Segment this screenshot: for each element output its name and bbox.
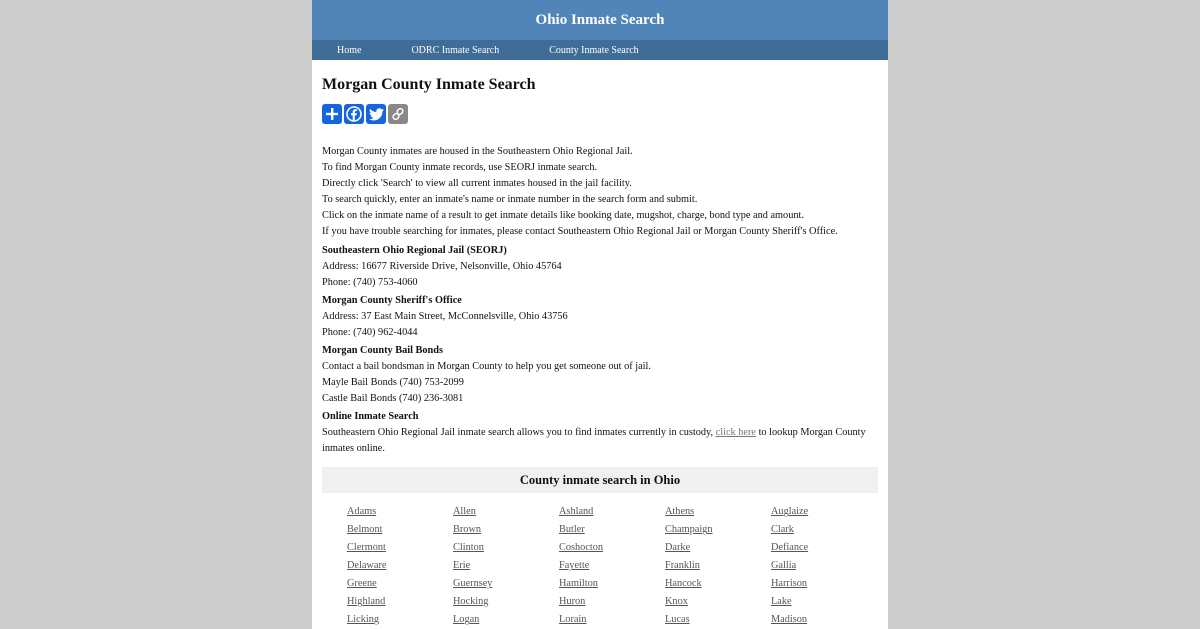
- county-link[interactable]: Allen: [453, 506, 476, 518]
- county-link[interactable]: Guernsey: [453, 578, 493, 590]
- bail-title: Morgan County Bail Bonds: [322, 344, 444, 356]
- intro-section: [322, 144, 878, 241]
- county-link[interactable]: Clark: [771, 524, 794, 536]
- county-link[interactable]: Hamilton: [559, 578, 598, 590]
- intro-line: To find Morgan County inmate records, use SEORJ inmate search.: [322, 162, 598, 174]
- intro-line: If you have trouble searching for inmates, please contact Southeastern Ohio Regional Jail or Morgan County Sheriff's Office.: [322, 226, 838, 238]
- county-link[interactable]: Erie: [453, 560, 471, 572]
- county-link[interactable]: Franklin: [665, 560, 700, 572]
- jail-section: [322, 243, 878, 291]
- main-content: [312, 76, 888, 629]
- intro-line: Directly click 'Search' to view all current inmates housed in the jail facility.: [322, 178, 632, 190]
- twitter-icon: [369, 108, 384, 121]
- county-link[interactable]: Brown: [453, 524, 482, 536]
- nav-odrc-inmate-search[interactable]: ODRC Inmate Search: [411, 44, 500, 56]
- jail-title: Southeastern Ohio Regional Jail (SEORJ): [322, 244, 507, 256]
- county-link[interactable]: Champaign: [665, 524, 713, 536]
- nav-bar: [312, 40, 888, 60]
- county-link[interactable]: Clermont: [347, 542, 386, 554]
- site-title[interactable]: Ohio Inmate Search: [535, 11, 665, 28]
- county-link[interactable]: Licking: [347, 614, 380, 626]
- county-link[interactable]: Lorain: [559, 614, 587, 626]
- share-copy-link-button[interactable]: [388, 104, 408, 124]
- bail-line: Castle Bail Bonds (740) 236-3081: [322, 393, 464, 405]
- county-link[interactable]: Huron: [559, 596, 586, 608]
- county-link[interactable]: Clinton: [453, 542, 484, 554]
- county-link[interactable]: Harrison: [771, 578, 808, 590]
- copy-link-icon: [391, 107, 405, 121]
- nav-county-inmate-search[interactable]: County Inmate Search: [549, 44, 639, 56]
- online-text-after: to lookup Morgan County inmates online.: [322, 427, 866, 455]
- county-link[interactable]: Lucas: [665, 614, 690, 626]
- page-container: [312, 0, 888, 629]
- county-link[interactable]: Hancock: [665, 578, 702, 590]
- county-link[interactable]: Athens: [665, 506, 695, 518]
- jail-phone: Phone: (740) 753-4060: [322, 276, 418, 288]
- county-link[interactable]: Butler: [559, 524, 585, 536]
- county-link[interactable]: Fayette: [559, 560, 590, 572]
- sheriff-phone: Phone: (740) 962-4044: [322, 326, 418, 338]
- site-header: [312, 0, 888, 40]
- county-link[interactable]: Lake: [771, 596, 792, 608]
- county-link[interactable]: Knox: [665, 596, 688, 608]
- sheriff-title: Morgan County Sheriff's Office: [322, 294, 462, 306]
- county-link[interactable]: Gallia: [771, 560, 797, 572]
- bail-section: [322, 343, 878, 407]
- county-section-title: County inmate search in Ohio: [322, 467, 878, 493]
- share-plus-button[interactable]: [322, 104, 342, 124]
- county-link[interactable]: Highland: [347, 596, 386, 608]
- county-link[interactable]: Hocking: [453, 596, 489, 608]
- share-buttons: [322, 104, 878, 124]
- click-here-link[interactable]: click here: [715, 427, 756, 439]
- county-link[interactable]: Adams: [347, 506, 377, 518]
- county-link[interactable]: Madison: [771, 614, 808, 626]
- county-link[interactable]: Logan: [453, 614, 480, 626]
- county-link[interactable]: Delaware: [347, 560, 387, 572]
- plus-share-icon: [325, 107, 339, 121]
- jail-address: Address: 16677 Riverside Drive, Nelsonville, Ohio 45764: [322, 260, 562, 272]
- online-section: [322, 409, 878, 457]
- county-link[interactable]: Darke: [665, 542, 691, 554]
- intro-line: Morgan County inmates are housed in the Southeastern Ohio Regional Jail.: [322, 146, 633, 157]
- intro-line: Click on the inmate name of a result to get inmate details like booking date, mugshot, charge, bond type and amount.: [322, 210, 804, 222]
- nav-home[interactable]: Home: [337, 44, 362, 56]
- county-link[interactable]: Ashland: [559, 506, 594, 518]
- bail-line: Mayle Bail Bonds (740) 753-2099: [322, 377, 464, 389]
- intro-line: To search quickly, enter an inmate's name or inmate number in the search form and submit.: [322, 194, 698, 206]
- page-title: Morgan County Inmate Search: [322, 76, 536, 93]
- sheriff-section: [322, 293, 878, 341]
- county-link[interactable]: Belmont: [347, 524, 383, 536]
- county-link[interactable]: Coshocton: [559, 542, 604, 554]
- online-text-before: Southeastern Ohio Regional Jail inmate search allows you to find inmates currently in custody,: [322, 427, 716, 439]
- county-link[interactable]: Defiance: [771, 542, 809, 554]
- online-text: [322, 425, 878, 457]
- online-title: Online Inmate Search: [322, 411, 419, 423]
- share-twitter-button[interactable]: [366, 104, 386, 124]
- county-link[interactable]: Greene: [347, 578, 377, 590]
- share-facebook-button[interactable]: [344, 104, 364, 124]
- county-link[interactable]: Auglaize: [771, 506, 809, 518]
- bail-line: Contact a bail bondsman in Morgan County to help you get someone out of jail.: [322, 360, 651, 372]
- facebook-icon: [346, 106, 362, 122]
- sheriff-address: Address: 37 East Main Street, McConnelsville, Ohio 43756: [322, 310, 568, 322]
- county-grid: [322, 503, 878, 629]
